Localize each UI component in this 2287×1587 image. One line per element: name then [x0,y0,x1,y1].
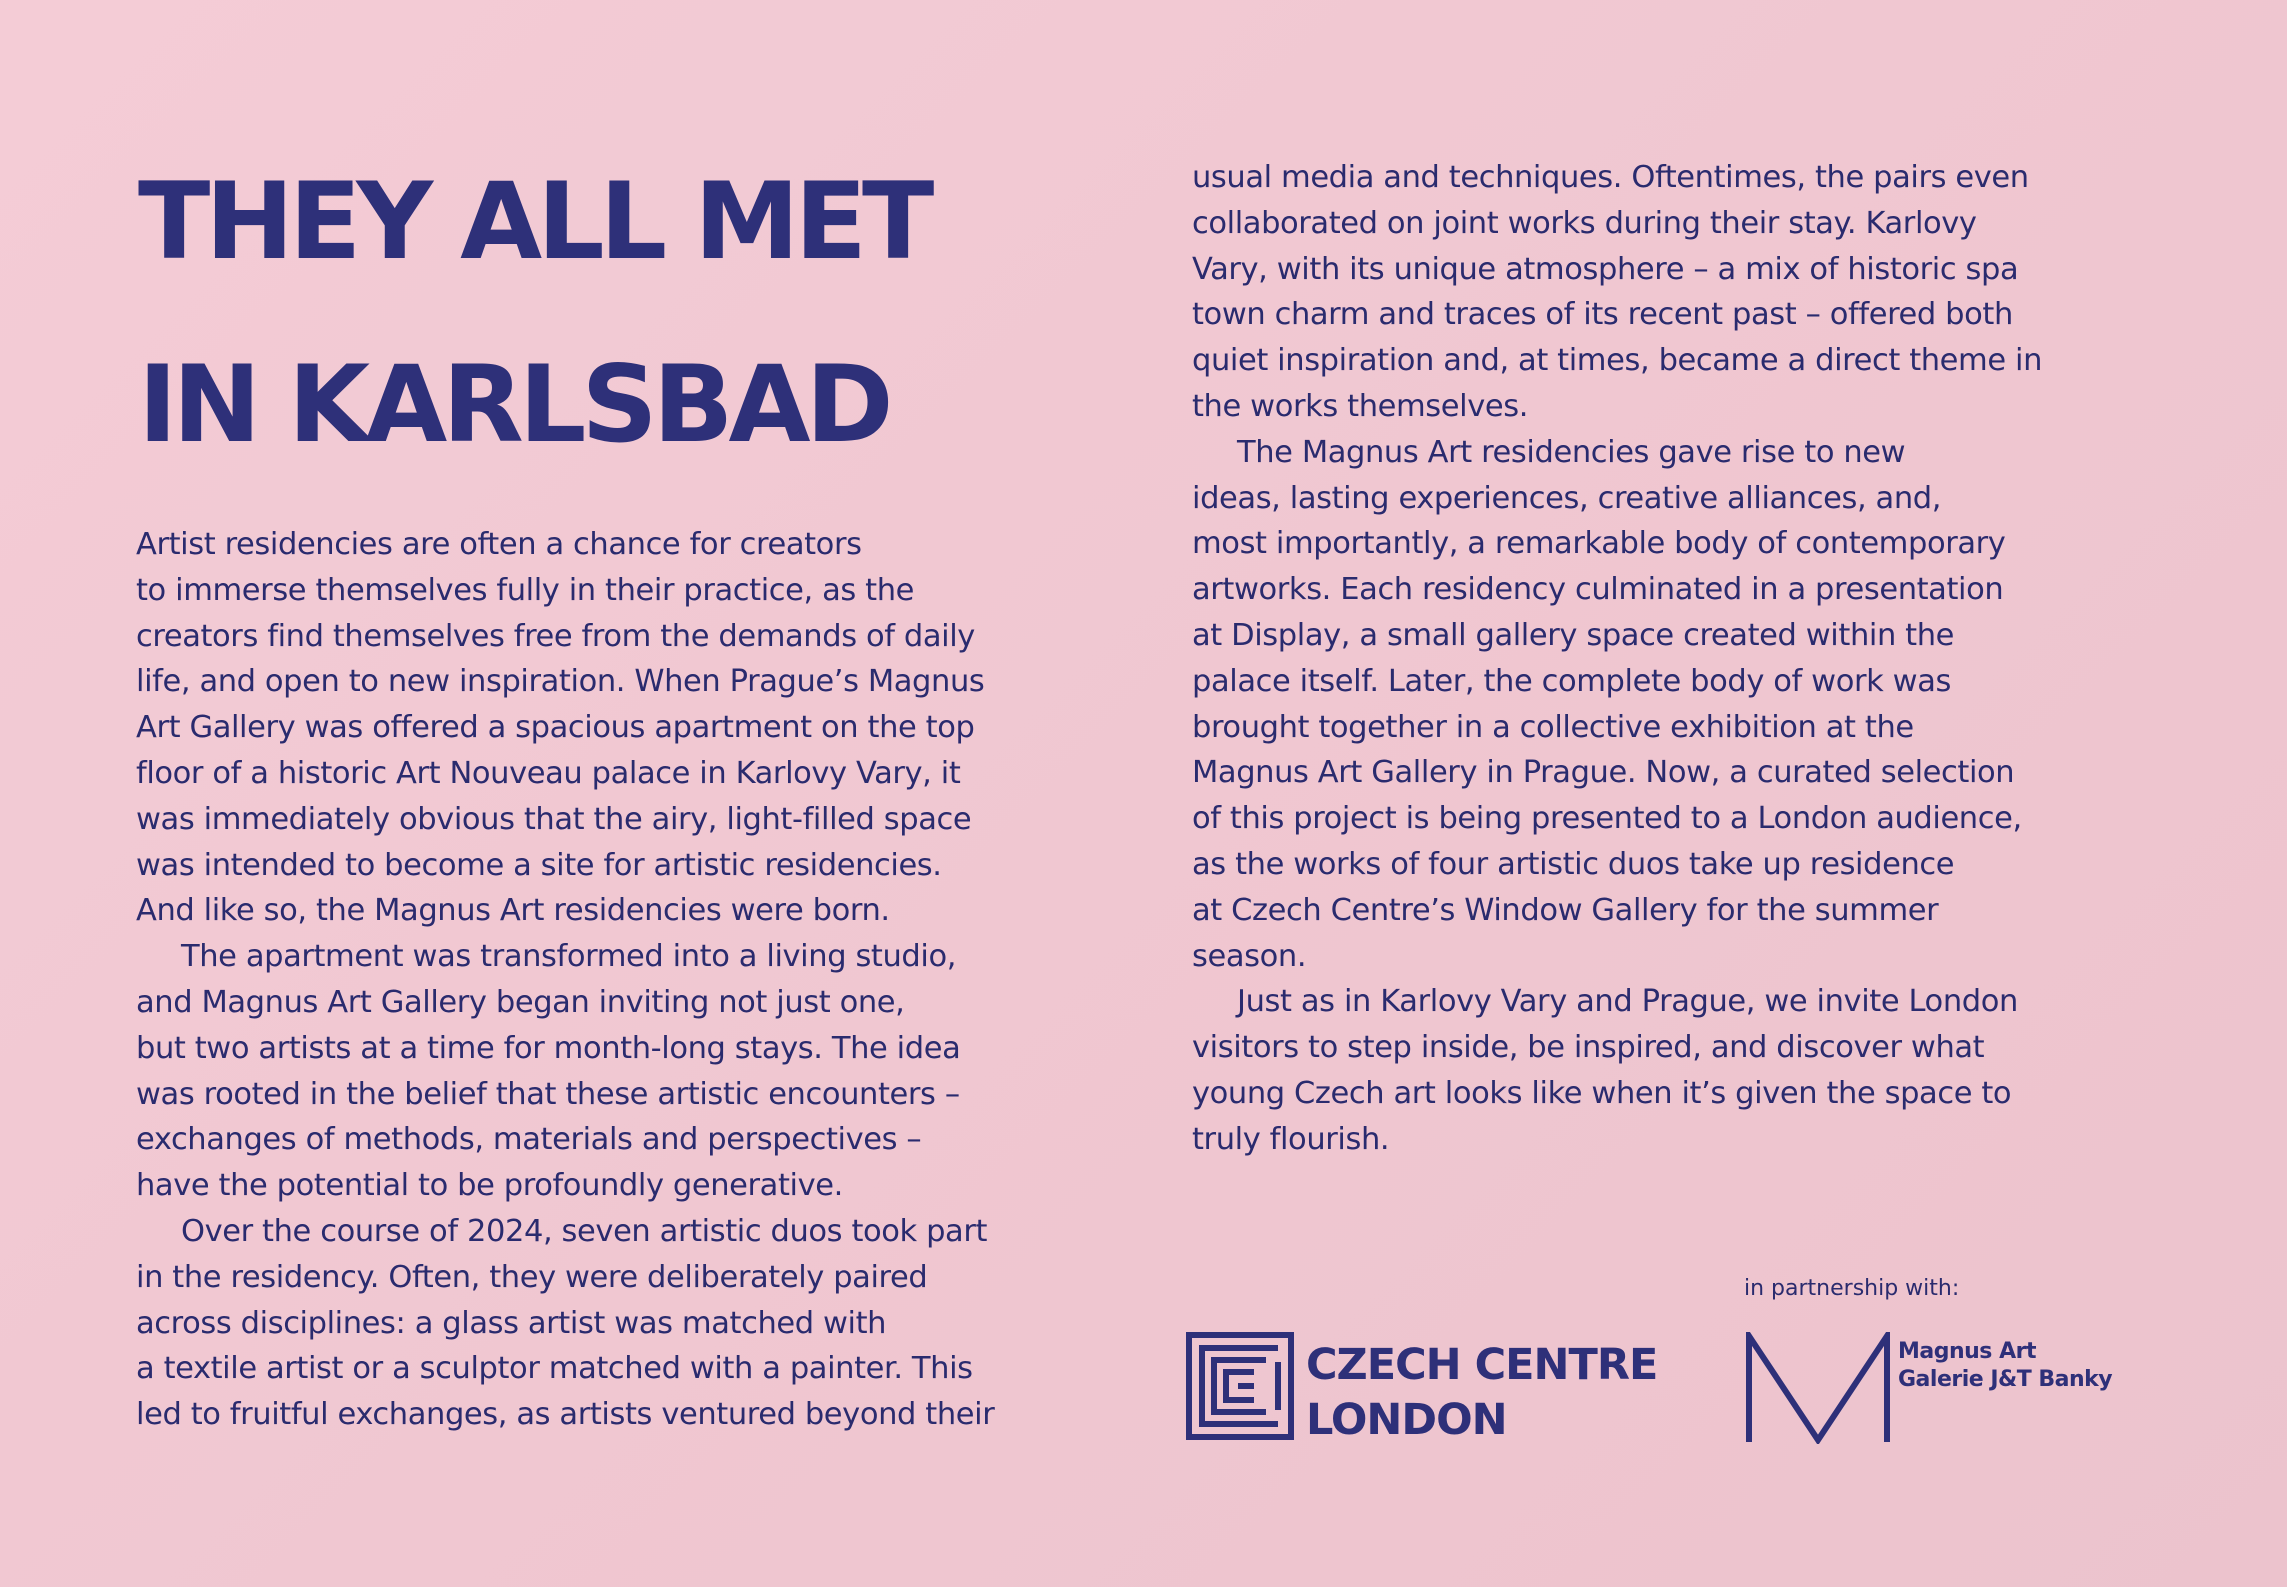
left-column [136,522,1086,1438]
text-line: collaborated on joint works during their stay. Karlovy [1192,205,1977,241]
text-line: palace itself. Later, the complete body of work was [1192,663,1952,699]
text-line: Artist residencies are often a chance for creators [136,527,862,562]
czech-centre-line-1: CZECH CENTRE [1306,1340,1658,1390]
text-line: visitors to step inside, be inspired, and discover what [1192,1030,1985,1066]
text-line: of this project is being presented to a London audience, [1192,801,2022,837]
text-line: was intended to become a site for artistic residencies. [136,847,942,883]
text-line: quiet inspiration and, at times, became a direct theme in [1192,343,2043,379]
text-line: the works themselves. [1192,388,1529,424]
text-line: in the residency. Often, they were deliberately paired [136,1259,928,1295]
text-line: And like so, the Magnus Art residencies were born. [136,893,890,929]
text-line: town charm and traces of its recent past – offered both [1192,297,2013,333]
text-line: truly flourish. [1192,1121,1390,1157]
text-line: was rooted in the belief that these artistic encounters – [136,1076,960,1112]
text-line: The Magnus Art residencies gave rise to new [1237,434,1906,470]
text-line: young Czech art looks like when it’s given the space to [1192,1075,2012,1111]
text-line: across disciplines: a glass artist was matched with [136,1305,887,1341]
paragraph-4 [1192,155,2152,430]
text-line: have the potential to be profoundly generative. [136,1168,843,1204]
text-line: at Czech Centre’s Window Gallery for the summer [1192,892,1939,928]
text-line: creators find themselves free from the demands of daily [136,618,975,654]
czech-centre-line-2: LONDON [1306,1395,1507,1445]
text-line: was immediately obvious that the airy, light-filled space [136,801,972,837]
page-title [138,130,1038,496]
text-line: at Display, a small gallery space created within the [1192,617,1955,653]
text-line: The apartment was transformed into a living studio, [181,939,957,975]
text-line: to immerse themselves fully in their practice, as the [136,572,915,608]
text-line: season. [1192,938,1307,974]
text-line: Magnus Art Gallery in Prague. Now, a curated selection [1192,755,2015,791]
paragraph-3 [136,1209,1086,1438]
paragraph-5 [1192,430,2152,980]
text-line: exchanges of methods, materials and perspectives – [136,1122,922,1158]
magnus-m-logo-icon [1744,1332,1892,1444]
title-line-2: IN KARLSBAD [138,343,889,466]
text-line: led to fruitful exchanges, as artists ventured beyond their [136,1397,995,1433]
paragraph-6 [1192,979,2152,1162]
czech-centre-logo-icon [1186,1332,1294,1440]
magnus-art-wordmark [1898,1338,2112,1394]
title-line-1: THEY ALL MET [138,160,930,283]
text-line: Vary, with its unique atmosphere – a mix of historic spa [1192,251,2019,287]
czech-centre-london-wordmark [1306,1338,1657,1448]
text-line: floor of a historic Art Nouveau palace in Karlovy Vary, it [136,755,961,791]
right-column [1192,155,2152,1163]
text-line: most importantly, a remarkable body of contemporary [1192,526,2006,562]
text-line: ideas, lasting experiences, creative alliances, and, [1192,480,1942,516]
text-line: a textile artist or a sculptor matched with a painter. This [136,1351,973,1387]
text-line: and Magnus Art Gallery began inviting not just one, [136,984,905,1020]
text-line: artworks. Each residency culminated in a presentation [1192,572,2004,608]
magnus-line-2: Galerie J&T Banky [1898,1367,2113,1392]
text-line: brought together in a collective exhibition at the [1192,709,1914,745]
paragraph-1 [136,522,1086,934]
text-line: Just as in Karlovy Vary and Prague, we invite London [1237,984,2018,1020]
text-line: but two artists at a time for month-long stays. The idea [136,1030,961,1066]
paragraph-2 [136,934,1086,1209]
text-line: Over the course of 2024, seven artistic duos took part [181,1213,988,1249]
text-line: usual media and techniques. Oftentimes, the pairs even [1192,160,2029,195]
text-line: as the works of four artistic duos take up residence [1192,846,1955,882]
partnership-label: in partnership with: [1744,1276,1960,1301]
text-line: Art Gallery was offered a spacious apartment on the top [136,710,975,746]
magnus-line-1: Magnus Art [1898,1339,2036,1364]
text-line: life, and open to new inspiration. When Prague’s Magnus [136,664,985,700]
